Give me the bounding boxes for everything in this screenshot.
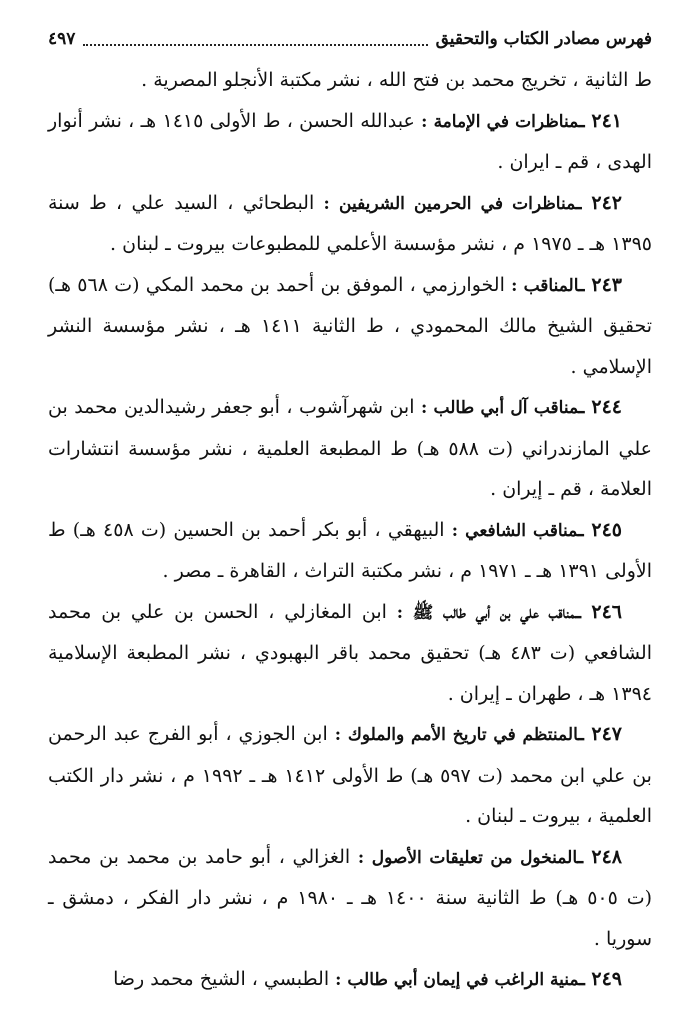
entry-text: ط الثانية ، تخريج محمد بن فتح الله ، نشر مكتبة الأنجلو المصرية . <box>141 69 652 91</box>
entry-text: ابن الجوزي ، أبو الفرج عبد الرحمن بن علي ابن محمد (ت ٥٩٧ هـ) ط الأولى ١٤١٢ هـ ـ ١٩٩٢ م ، نشر دار الكتب العلمية ، بيروت ـ لبنان . <box>48 723 652 827</box>
entry-number: ٢٤٣ ـ <box>578 273 622 296</box>
entry-heading: مناقب الشافعي : <box>451 520 578 541</box>
list-item <box>48 714 652 837</box>
list-item <box>48 510 652 592</box>
entry-heading: مناقب علي بن أبي طالب ﷺ : <box>396 602 576 623</box>
page-number: ٤٩٧ <box>48 29 76 49</box>
entry-heading: منية الراغب في إيمان أبي طالب : <box>335 970 580 990</box>
entry-text: الطبسي ، الشيخ محمد رضا <box>113 968 336 990</box>
bibliography-list <box>48 60 652 1001</box>
entry-text: البطحائي ، السيد علي ، ط سنة ١٣٩٥ هـ ـ ١٩٧٥ م ، نشر مؤسسة الأعلمي للمطبوعات بيروت ـ لبنان . <box>48 191 652 255</box>
list-item <box>48 60 652 101</box>
entry-heading: مناظرات في الإمامة : <box>421 111 579 132</box>
entry-heading: المنخول من تعليقات الأصول : <box>357 847 578 868</box>
entry-text: الخوارزمي ، الموفق بن أحمد بن محمد المكي (ت ٥٦٨ هـ) تحقيق الشيخ مالك المحمودي ، ط الثانية ١٤١١ هـ ، نشر مؤسسة النشر الإسلامي . <box>48 273 653 378</box>
entry-heading: مناقب آل أبي طالب : <box>420 398 579 418</box>
header-leader-dots <box>83 44 427 46</box>
entry-number: ٢٤٩ ـ <box>579 968 622 990</box>
entry-text: عبدالله الحسن ، ط الأولى ١٤١٥ هـ ، نشر أنوار الهدى ، قم ـ ايران . <box>48 109 652 173</box>
entry-number: ٢٤٢ ـ <box>575 191 622 214</box>
entry-text: الغزالي ، أبو حامد بن محمد بن محمد (ت ٥٠٥ هـ) ط الثانية سنة ١٤٠٠ هـ ـ ١٩٨٠ م ، نشر دار الفكر ، دمشق ـ سوريا . <box>48 845 652 950</box>
entry-number: ٢٤٨ ـ <box>577 845 622 868</box>
header-title: فهرس مصادر الكتاب والتحقيق <box>435 29 652 49</box>
list-item <box>48 592 652 715</box>
entry-number: ٢٤١ ـ <box>578 109 623 132</box>
list-item <box>48 183 652 265</box>
entry-text: ابن المغازلي ، الحسن بن علي بن محمد الشافعي (ت ٤٨٣ هـ) تحقيق محمد باقر البهبودي ، نشر المطبعة الإسلامية ١٣٩٤ هـ ، طهران ـ إيران . <box>48 600 652 705</box>
list-item <box>48 387 652 510</box>
list-item <box>48 101 652 183</box>
list-item <box>48 959 652 1001</box>
running-header <box>48 24 652 54</box>
entry-number: ٢٤٦ ـ <box>575 600 622 623</box>
list-item <box>48 265 652 388</box>
entry-heading: المنتظم في تاريخ الأمم والملوك : <box>334 725 579 745</box>
entry-heading: المناقب : <box>511 275 579 296</box>
entry-number: ٢٤٧ ـ <box>578 723 622 745</box>
entry-text: البيهقي ، أبو بكر أحمد بن الحسين (ت ٤٥٨ هـ) ط الأولى ١٣٩١ هـ ـ ١٩٧١ م ، نشر مكتبة التراث ، القاهرة ـ مصر . <box>48 518 652 582</box>
entry-heading: مناظرات في الحرمين الشريفين : <box>323 193 576 214</box>
entry-number: ٢٤٤ ـ <box>578 396 622 418</box>
entry-text: ابن شهرآشوب ، أبو جعفر رشيدالدين محمد بن علي المازندراني (ت ٥٨٨ هـ) ط المطبعة العلمية ، نشر مؤسسة انتشارات العلامة ، قم ـ إيران . <box>48 396 652 500</box>
entry-number: ٢٤٥ ـ <box>578 518 622 541</box>
list-item <box>48 837 652 960</box>
